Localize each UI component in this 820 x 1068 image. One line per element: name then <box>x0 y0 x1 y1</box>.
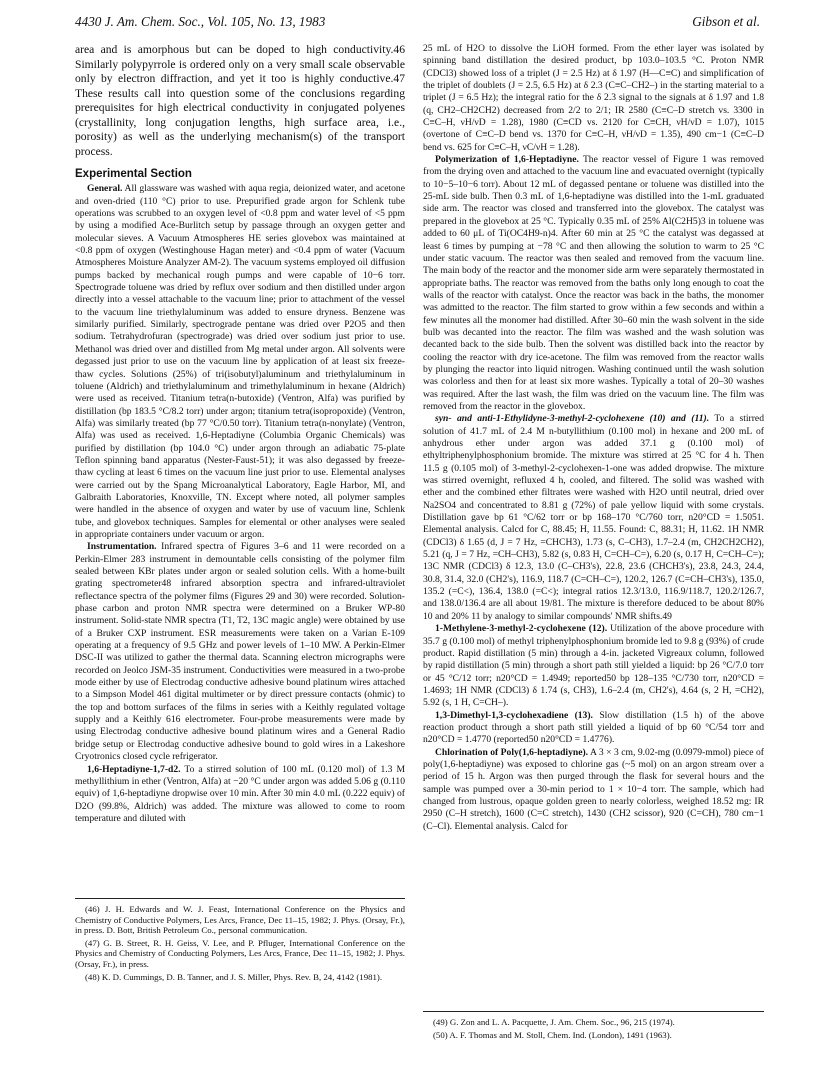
chlorination-heading: Chlorination of Poly(1,6-heptadiyne). <box>435 746 589 758</box>
footnote: (50) A. F. Thomas and M. Stoll, Chem. Ind. (London), 1491 (1963). <box>433 1029 672 1040</box>
footnote-rule-left <box>75 898 405 899</box>
instrumentation-paragraph <box>75 541 405 763</box>
polymerization-heading: Polymerization of 1,6-Heptadiyne. <box>435 154 579 166</box>
right-column <box>423 43 764 833</box>
footnote: (48) K. D. Cummings, D. B. Tanner, and J. S. Miller, Phys. Rev. B, 24, 4142 (1981). <box>85 971 383 982</box>
dimethyl-heading: 1,3-Dimethyl-1,3-cyclohexadiene (13). <box>435 709 593 721</box>
general-heading: General. <box>87 183 123 195</box>
general-paragraph <box>75 183 405 541</box>
intro-paragraph: area and is amorphous but can be doped to high conductivity.46 Similarly polypyrrole is ordered only on a very small scale observable only by electron diffraction, and yet it too is highly conductive.47 These results call into question some of the conclusions regarding prerequisites for high electrical conductivity in conjugated polyenes (crystallinity, long conjugation lengths, high surface area, i.e., porosity) as well as the underlying mechanism(s) of the transport process. <box>75 43 405 158</box>
methylene-text: Utilization of the above procedure with 35.7 g (0.100 mol) of methyl triphenylphosphonium bromide led to 9.8 g (93%) of crude product. Rapid distillation (5 min) through a 4-in. jacketed Vigreaux column, followed by rapid distillation (5 min) through a short path still yielded a liquid: bp 26 °C/7.0 torr or 45 °C/12 torr; n20°CD = 1.4949; reported50 bp 128–135 °C/730 torr, n20°CD = 1.4693; 1H NMR (CDCl3) δ 1.74 (s, CH3), 1.6–2.4 (m, CH2's), 4.64 (s, 2 H, =CH2), 5.92 (s, 1 H, C=CH–). <box>423 623 764 709</box>
footnotes-right <box>423 1017 764 1042</box>
footnote: (46) J. H. Edwards and W. J. Feast, International Conference on the Physics and Chemistry of Conductive Polymers, Les Arcs, France, Dec 11–15, 1982; J. Phys. (Orsay, Fr.), in press. D. Bott, British Petroleum Co., personal communication. <box>75 904 405 936</box>
polymerization-text: The reactor vessel of Figure 1 was removed from the drying oven and attached to the vacuum line and evacuated overnight (typically to 10−5–10−6 torr). About 12 mL of degassed pentane or toluene was distilled into the 25-mL side bulb. Then 0.3 mL of 1,6-heptadiyne was distilled into the 1-mL graduated side arm. The reactor was closed and transferred into the glovebox. The catalyst was prepared in the glovebox at 25 °C. Typically 0.35 mL of 25% Al(C2H5)3 in toluene was added to 60 μL of Ti(OC4H9-n)4. After 60 min at 25 °C the catalyst was degassed at least 6 times by pumping at −78 °C and then allowing the solution to warm to 25 °C under static vacuum. The reactor was then sealed and removed from the vacuum line. The main body of the reactor and the monomer side arm were separately thermostated in appropriate baths. The reactor was removed from the baths only long enough to coat the walls of the reactor with catalyst. Once the reactor was back in the baths, the monomer was admitted to the reactor. The film started to grow within a few seconds and within a few minutes all the monomer had distilled. After 30–60 min the wash solvent in the side bulb was decanted into the reactor. The film was washed and the wash solution was decanted back to the side bulb. Then the solvent was distilled back into the reactor by cooling the reactor with dry ice-acetone. The film was removed from the reactor walls by plunging the reactor into liquid nitrogen. Washing continued until the wash solution was colorless and then for at least six more washes. Typically a total of 20–30 washes was required. After the last wash, the film was dried on the vacuum line. The film was removed from the reactor in the glovebox. <box>423 154 764 412</box>
running-header <box>75 14 760 32</box>
dimethyl-paragraph <box>423 710 764 747</box>
footnote: (47) G. B. Street, R. H. Geiss, V. Lee, and P. Pfluger, International Conference on the Physics and Chemistry of Conducting Polymers, Les Arcs, France, Dec 11–15, 1982; J. Phys. (Orsay, Fr.), in press. <box>75 937 405 969</box>
continuation-paragraph: 25 mL of H2O to dissolve the LiOH formed. From the ether layer was isolated by spinning band distillation the desired product, bp 103.0–103.5 °C. Proton NMR (CDCl3) showed loss of a triplet (J = 2.5 Hz) at δ 1.97 (H—C≡C) and simplification of the triplet of doublets (J = 2.5, 6.5 Hz) at δ 2.3 (C≡C–CH2–) in the starting material to a triplet (J = 6.5 Hz); the integral ratio for the δ 2.3 signal to the signals at δ 1.97 and 1.8 (q, CH2–CH2CH2) decreased from 2/2 to 2/1; IR 2580 (C≡C–D stretch vs. 3300 in C≡C–H, νH/νD = 1.28), 1980 (C≡CD vs. 2120 for C≡CH, νH/νD = 1.07), 1015 (overtone of C≡C–D bend vs. 1370 for C≡C–H, νH/νD = 1.35), 490 cm−1 (C≡C–D bend vs. 625 for C≡C–H, νC/νH = 1.28). <box>423 43 764 153</box>
running-head-journal: 4430 J. Am. Chem. Soc., Vol. 105, No. 13, 1983 <box>75 14 326 29</box>
footnotes-left <box>75 904 405 984</box>
heptadiyne-d2-heading: 1,6-Heptadiyne-1,7-d2. <box>87 763 181 775</box>
heptadiyne-d2-text: To a stirred solution of 100 mL (0.120 mol) of 1.3 M methyllithium in ether (Ventron, Alfa) at −20 °C under argon was added 5.06 g (0.110 equiv) of 1,6-heptadiyne dropwise over 10 min. After 30 min 4.0 mL (0.222 equiv) of D2O (99.8%, Aldrich) was added. The mixture was allowed to come to room temperature and diluted with <box>75 763 405 824</box>
methylene-paragraph <box>423 623 764 709</box>
footnote-rule-right <box>423 1011 764 1012</box>
ethylidyne-text: To a stirred solution of 41.7 mL of 2.4 M n-butyllithium (0.100 mol) in hexane and 200 mL of anhydrous ether under argon was added 37.1 g (0.100 mol) of ethyltriphenylphosphonium bromide. The mixture was stirred at 25 °C for 4 h. Then 11.5 g (0.105 mol) of 3-methyl-2-cyclohexen-1-one was added dropwise. The mixture was stirred overnight, refluxed 4 h, cooled, and filtered. The solid was washed with ether and the combined ether filtrates were washed with H2O until neutral, dried over Na2SO4 and concentrated to 8.81 g (72%) of pale yellow liquid with some crystals. Distillation gave bp 61 °C/62 torr or bp 168–170 °C/760 torr, n20°CD = 1.5051. Elemental analysis. Calcd for C, 88.45; H, 11.55. Found: C, 88.31; H, 11.62. 1H NMR (CDCl3) δ 1.65 (d, J = 7 Hz, =CHCH3), 1.73 (s, C–CH3), 1.7–2.4 (m, CH2CH2CH2), 5.21 (q, J = 7 Hz, =CH–CH3), 5.82 (s, 0.83 H, C=CH–C=), 6.20 (s, 0.17 H, C=CH–C=); 13C NMR (CDCl3) δ 12.3, 13.0 (C–CH3's), 22.8, 23.6 (CHCH3's), 23.8, 24.3, 24.4, 30.8, 31.4, 32.0 (CH2's), 116.9, 118.7 (C=CH–C=), 120.2, 126.7 (C=CH–CH3's), 135.0, 135.2 (=C<), 136.4, 138.0 (=C<); integral ratios 12.3/13.0, 116.9/118.7, 120.2/126.7, and 138.0/136.4 are all about 19/81. The mixture is therefore deduced to be about 80% 10 and 20% 11 by analogy to similar compounds' NMR shifts.49 <box>423 413 764 622</box>
footnote: (49) G. Zon and L. A. Pacquette, J. Am. Chem. Soc., 96, 215 (1974). <box>433 1017 675 1027</box>
dimethyl-text: Slow distillation (1.5 h) of the above reaction product through a short path still yielded a liquid of bp 60 °C/54 torr and n20°CD = 1.4770 (reported50 n20°CD = 1.4776). <box>423 709 764 746</box>
polymerization-paragraph <box>423 154 764 413</box>
ethylidyne-heading: syn- and anti-1-Ethylidyne-3-methyl-2-cyclohexene (10) and (11). <box>435 413 710 425</box>
instrumentation-heading: Instrumentation. <box>87 541 157 553</box>
instrumentation-text: Infrared spectra of Figures 3–6 and 11 were recorded on a Perkin-Elmer 283 instrument in demountable cells consisting of the polymer film sealed between KBr plates under argon or sealed solution cells. With a home-built grating spectrometer48 infrared absorption spectra and infrared-ultraviolet reflectance spectra of the polymer films (Figures 29 and 30) were recorded. Solution-phase carbon and proton NMR spectra were determined on a Bruker WP-80 instrument. Solid-state NMR spectra (T1, T2, 13C magic angle) were obtained by use of a Bruker CXP instrument. ESR measurements were taken on a Varian E-109 operating at a frequency of 9.5 GHz and power levels of 1–10 MW. A Perkin-Elmer DSC-II was utilized to gather the thermal data. Scanning electron micrographs were recorded on Jeolco JSM-35 instrument. Conductivities were measured in a two-probe mode either by use of Electrodag conductive adhesive bound platinum wires attached to a Simpson Model 461 digital multimeter or by direct pressure contacts (ohmic) to the top and bottom surfaces of the films in series with a Keithly regulated voltage supply and a Keithly 616 electrometer. Four-probe measurements were made by using Electrodag conductive adhesive bound platinum wires and a General Radio bridge setup or Electrodag conductive adhesive bound to gold wires in a Lakeshore Cryotronics closed cycle refrigerator. <box>75 541 405 763</box>
methylene-heading: 1-Methylene-3-methyl-2-cyclohexene (12). <box>435 623 608 635</box>
left-column <box>75 43 405 825</box>
heptadiyne-d2-paragraph <box>75 764 405 826</box>
general-text: All glassware was washed with aqua regia, deionized water, and acetone and oven-dried (110 °C) prior to use. Prepurified grade argon for Schlenk tube operations was scrubbed to an oxygen level of <0.8 ppm and water level of <5 ppm by using a modified Ace-Burlitch setup by passage through an oxygen getter and molecular sieves. A Vacuum Atmospheres HE series glovebox was maintained at <0.8 ppm of oxygen (Westinghouse Hagan meter) and <0.4 ppm of water (Vacuum Atmospheres Moisture Analyzer AM-2). The vacuum systems employed oil diffusion pumps backed by mechanical rough pumps and were capable of 10−6 torr. Spectrograde toluene was dried by reflux over sodium and then distilled under argon directly into a vessel attachable to the vacuum line; prior to attachment of the vessel to the vacuum line triethylaluminum was added to ensure dryness. Benzene was similarly purified. Similarly, spectrograde pentane was dried over P2O5 and then sodium. Tetrahydrofuran (spectrograde) was dried over sodium just prior to use. Methanol was dried over and distilled from Mg metal under argon. All solvents were degassed just prior to use on the vacuum line by application of at least six freeze-thaw cycles. Solutions (25%) of tri(isobutyl)aluminum and triethylaluminum in toluene (Aldrich) and triethylaluminum and trimethylaluminum in hexane (Aldrich) were used as received. Titanium tetra(n-butoxide) (Ventron, Alfa) was purified by distillation (bp 183.5 °C/8.2 torr) under argon; titanium tetra(isopropoxide) (Ventron, Alfa) was similarly treated (bp 77 °C/0.50 torr). Titanium tetra(n-nonylate) (Ventron, Alfa) was used as received. 1,6-Heptadiyne (Columbia Organic Chemicals) was purified by distillation (bp 104.0 °C) under argon through an adiabatic 75-plate Teflon spinning band apparatus (Nester-Faust-51); it was also degassed by freeze-thaw cycling at least 6 times on the vacuum line just prior to use. Elemental analyses were carried out by the Spang Microanalytical Laboratory, Eagle Harbor, MI, and Galbraith Laboratories, Knoxville, TN. Except where noted, all polymer samples were handled in the absence of oxygen and water by use of vacuum line, Schlenk tube, and glovebox techniques. Samples for elemental or other analyses were sealed in appropriate containers under vacuum or argon. <box>75 183 405 540</box>
section-title: Experimental Section <box>75 168 192 180</box>
ethylidyne-paragraph <box>423 413 764 623</box>
running-head-authors: Gibson et al. <box>692 14 760 29</box>
chlorination-paragraph <box>423 747 764 833</box>
chlorination-text: A 3 × 3 cm, 9.02-mg (0.0979-mmol) piece of poly(1,6-heptadiyne) was exposed to chlorine gas (~5 mol) on an argon stream over a period of 15 h. Argon was then purged through the flask for several hours and the sample was pumped over a 30-min period to 1 × 10−4 torr. The sample, which had changed from lustrous, opaque golden green to nearly colorless, weighed 18.52 mg: IR 2950 (C–H stretch), 1600 (C=C stretch), 1430 (CH2 scissor), 920 (C=CH), 780 cm−1 (C–Cl). Elemental analysis. Calcd for <box>423 746 764 832</box>
